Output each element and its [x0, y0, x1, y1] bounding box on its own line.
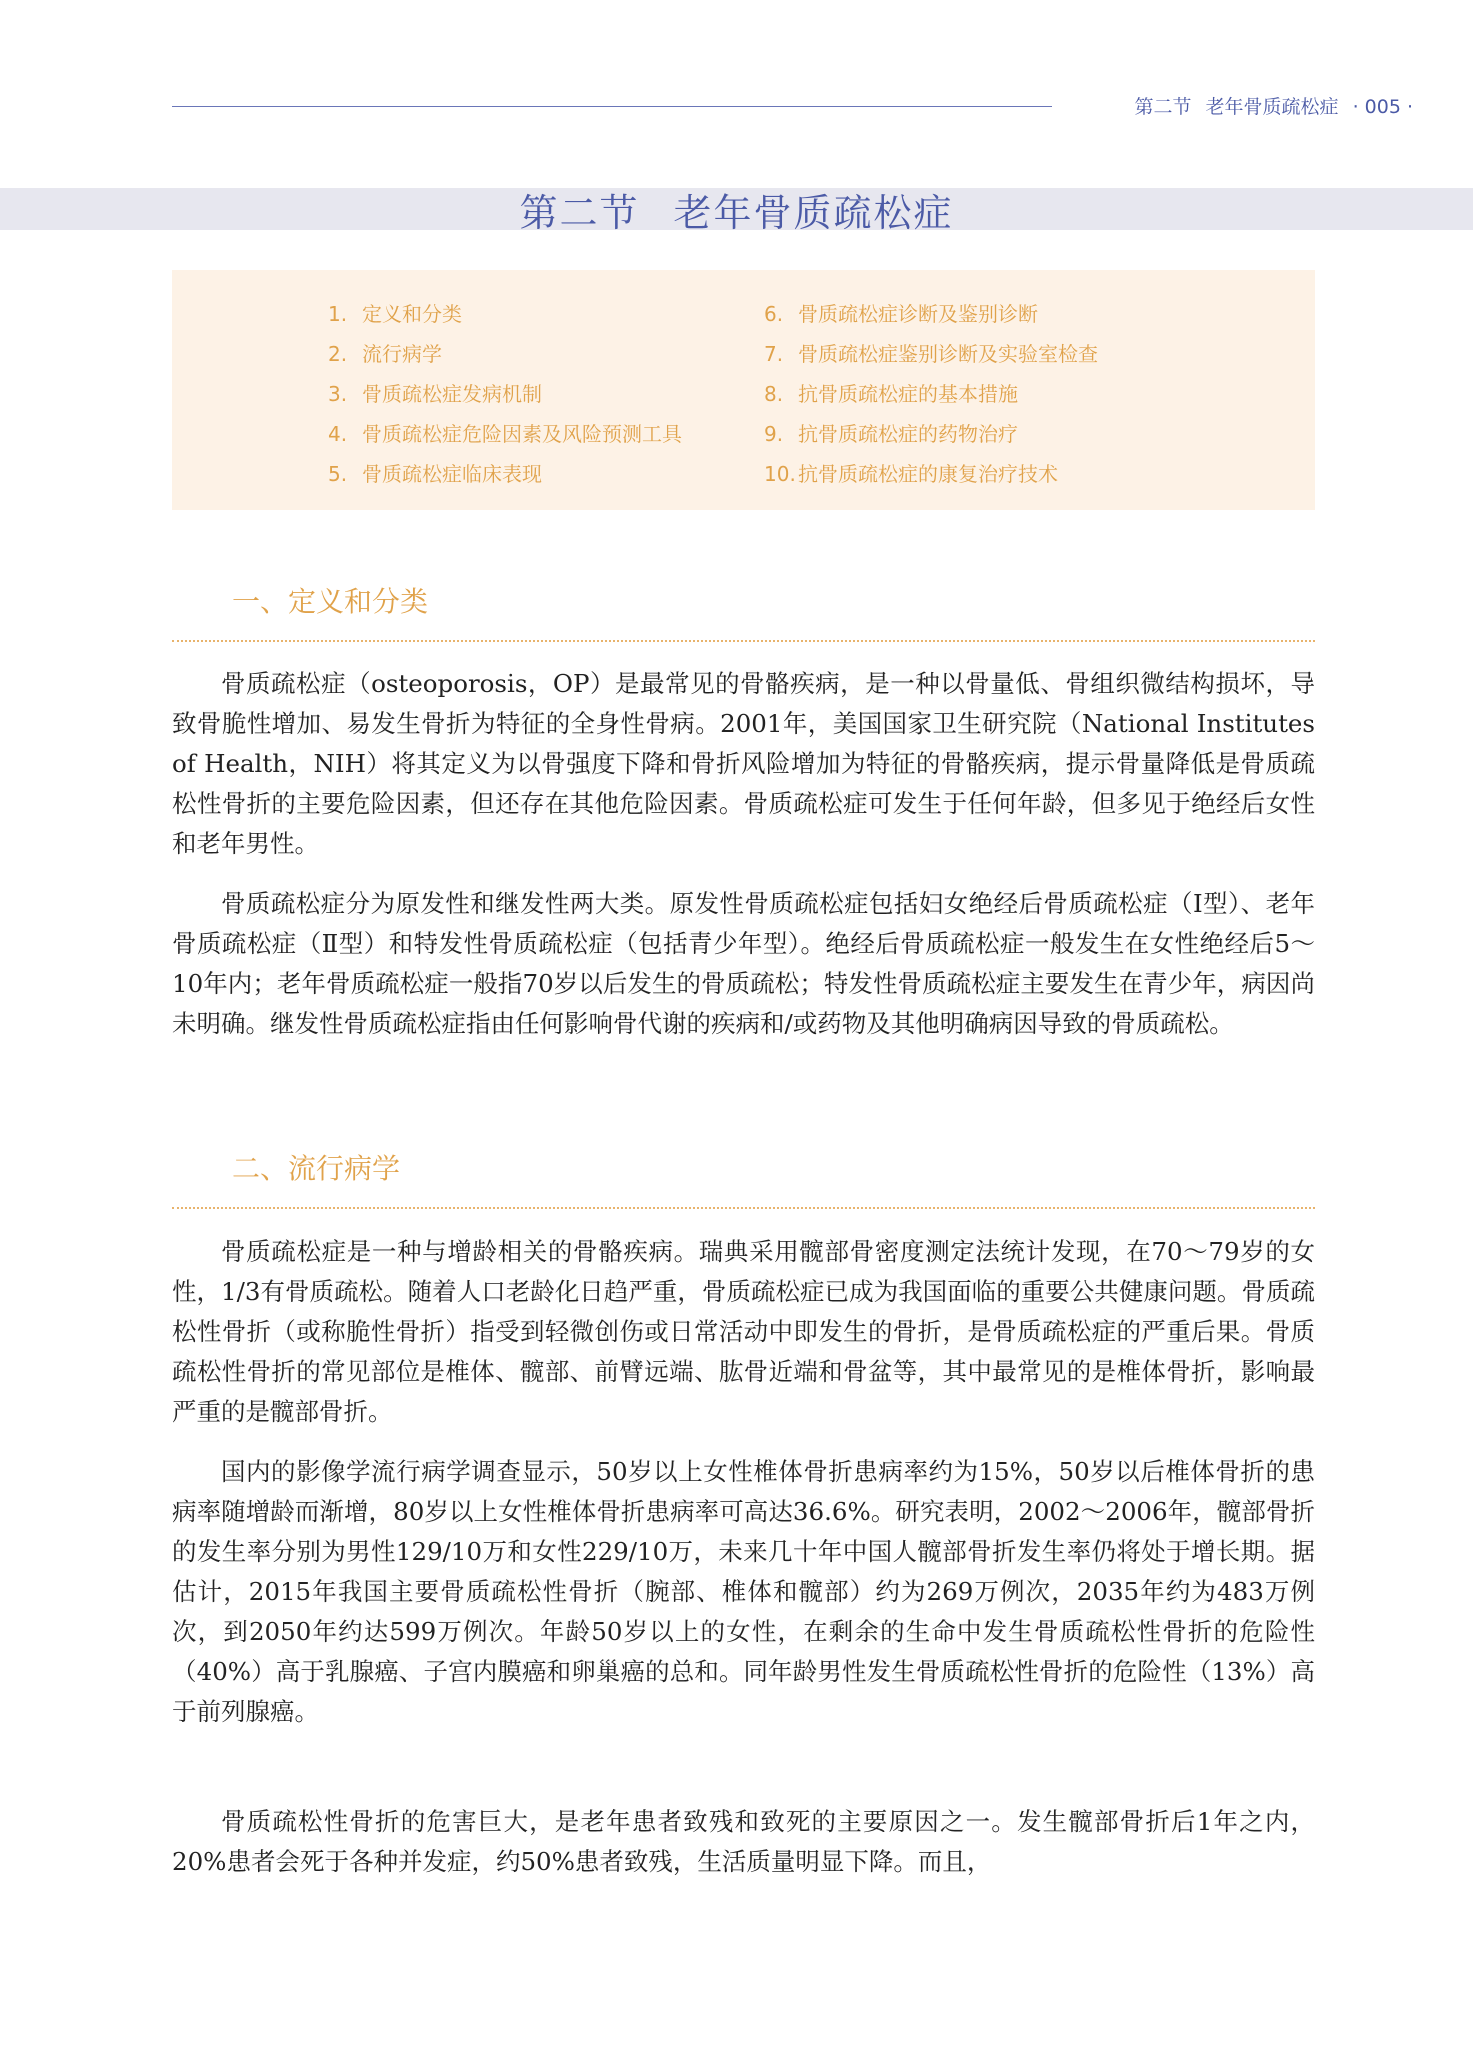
- running-header: [172, 92, 1413, 122]
- section-title-text: 老年骨质疏松症: [673, 191, 954, 235]
- heading-divider: [172, 1207, 1315, 1209]
- body-paragraph: 骨质疏松性骨折的危害巨大，是老年患者致残和致死的主要原因之一。发生髋部骨折后1年之内，20%患者会死于各种并发症，约50%患者致残，生活质量明显下降。而且，: [172, 1807, 1315, 1876]
- contents-item: 5. 骨质疏松症临床表现: [328, 462, 542, 486]
- contents-column-right: [764, 294, 1098, 494]
- contents-item: 9. 抗骨质疏松症的药物治疗: [764, 422, 1018, 446]
- contents-item: 10. 抗骨质疏松症的康复治疗技术: [764, 462, 1058, 486]
- header-section-title: 老年骨质疏松症: [1205, 96, 1339, 118]
- contents-item: 8. 抗骨质疏松症的基本措施: [764, 382, 1018, 406]
- contents-column-left: [328, 294, 682, 494]
- section-number: 第二节: [519, 191, 640, 235]
- contents-box: [172, 270, 1315, 510]
- header-section-number: 第二节: [1134, 96, 1192, 118]
- body-paragraph: 骨质疏松症（osteoporosis，OP）是最常见的骨骼疾病，是一种以骨量低、骨组织微结构损坏，导致骨脆性增加、易发生骨折为特征的全身性骨病。2001年，美国国家卫生研究院（National Institutes of Health，NIH）将其定义为以骨强度下降和骨折风险增加为特征的骨骼疾病，提示骨量降低是骨质疏松性骨折的主要危险因素，但还存在其他危险因素。骨质疏松症可发生于任何年龄，但多见于绝经后女性和老年男性。: [172, 669, 1315, 858]
- page-title: [0, 182, 1473, 237]
- header-rule: [172, 106, 1052, 107]
- contents-item: 7. 骨质疏松症鉴别诊断及实验室检查: [764, 342, 1098, 366]
- body-paragraph: 国内的影像学流行病学调查显示，50岁以上女性椎体骨折患病率约为15%，50岁以后椎体骨折的患病率随增龄而渐增，80岁以上女性椎体骨折患病率可高达36.6%。研究表明，2002～2006年，髋部骨折的发生率分别为男性129/10万和女性229/10万，未来几十年中国人髋部骨折发生率仍将处于增长期。据估计，2015年我国主要骨质疏松性骨折（腕部、椎体和髋部）约为269万例次，2035年约为483万例次，到2050年约达599万例次。年龄50岁以上的女性，在剩余的生命中发生骨质疏松性骨折的危险性（40%）高于乳腺癌、子宫内膜癌和卵巢癌的总和。同年龄男性发生骨质疏松性骨折的危险性（13%）高于前列腺癌。: [172, 1457, 1315, 1726]
- contents-item: 6. 骨质疏松症诊断及鉴别诊断: [764, 302, 1038, 326]
- contents-item: 3. 骨质疏松症发病机制: [328, 382, 542, 406]
- header-text: [1126, 92, 1413, 119]
- contents-item: 4. 骨质疏松症危险因素及风险预测工具: [328, 422, 682, 446]
- heading-definition: 一、定义和分类: [232, 585, 429, 618]
- body-paragraph: 骨质疏松症分为原发性和继发性两大类。原发性骨质疏松症包括妇女绝经后骨质疏松症（Ⅰ型）、老年骨质疏松症（Ⅱ型）和特发性骨质疏松症（包括青少年型）。绝经后骨质疏松症一般发生在女性绝经后5～10年内；老年骨质疏松症一般指70岁以后发生的骨质疏松；特发性骨质疏松症主要发生在青少年，病因尚未明确。继发性骨质疏松症指由任何影响骨代谢的疾病和/或药物及其他明确病因导致的骨质疏松。: [172, 889, 1315, 1038]
- contents-item: 2. 流行病学: [328, 342, 442, 366]
- page-number: · 005 ·: [1352, 96, 1413, 118]
- heading-epidemiology: 二、流行病学: [232, 1152, 401, 1185]
- body-paragraph: 骨质疏松症是一种与增龄相关的骨骼疾病。瑞典采用髋部骨密度测定法统计发现，在70～79岁的女性，1/3有骨质疏松。随着人口老龄化日趋严重，骨质疏松症已成为我国面临的重要公共健康问题。骨质疏松性骨折（或称脆性骨折）指受到轻微创伤或日常活动中即发生的骨折，是骨质疏松症的严重后果。骨质疏松性骨折的常见部位是椎体、髋部、前臂远端、肱骨近端和骨盆等，其中最常见的是椎体骨折，影响最严重的是髋部骨折。: [172, 1237, 1315, 1426]
- heading-divider: [172, 640, 1315, 642]
- contents-item: 1. 定义和分类: [328, 302, 462, 326]
